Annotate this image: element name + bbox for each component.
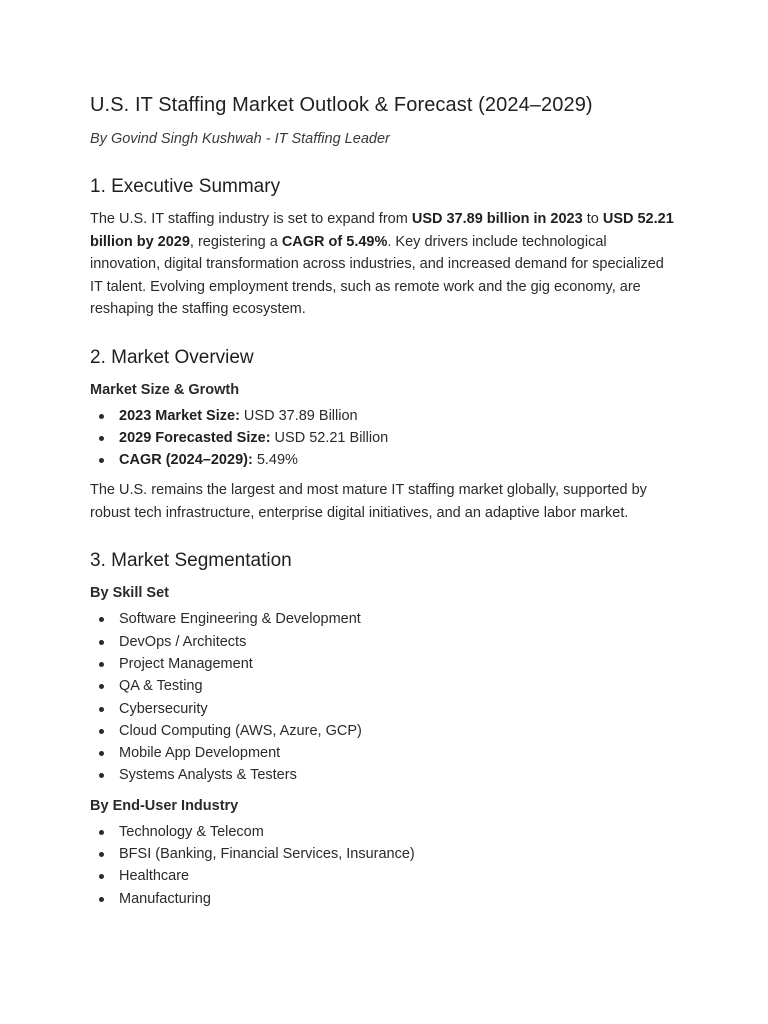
bullet-icon	[99, 662, 104, 667]
item-text: BFSI (Banking, Financial Services, Insurance)	[119, 846, 415, 863]
list-item	[90, 675, 678, 697]
item-text: Healthcare	[119, 868, 190, 885]
bullet-icon	[99, 458, 104, 463]
bullet-icon	[99, 617, 104, 622]
item-label: 2023 Market Size:	[119, 407, 240, 424]
summary-bold-2: USD 52.21 billion by 2029	[90, 211, 674, 250]
subheading-skill-set: By Skill Set	[90, 585, 169, 602]
skill-set-list	[90, 608, 678, 786]
document-title: U.S. IT Staffing Market Outlook & Forecast (2024–2029)	[90, 94, 593, 116]
item-text: Technology & Telecom	[119, 823, 264, 840]
summary-text-4: . Key drivers include technological innovation, digital transformation across industries, and increased demand for specialized IT talent. Evolving employment trends, such as remote work and the gig economy, are reshaping the staffing ecosystem.	[90, 233, 664, 317]
item-value: 5.49%	[252, 452, 298, 469]
item-text: Manufacturing	[119, 890, 211, 907]
bullet-icon	[99, 874, 104, 879]
list-item	[90, 742, 678, 764]
subheading-market-size-growth: Market Size & Growth	[90, 381, 240, 398]
bullet-icon	[99, 852, 104, 857]
bullet-icon	[99, 751, 104, 756]
bullet-icon	[99, 436, 104, 441]
item-text: QA & Testing	[119, 678, 203, 695]
list-item	[90, 843, 678, 865]
summary-bold-1: USD 37.89 billion in 2023	[411, 211, 583, 227]
list-item	[90, 821, 678, 843]
item-text: Mobile App Development	[119, 745, 281, 762]
item-text: DevOps / Architects	[119, 633, 247, 650]
summary-text-1: The U.S. IT staffing industry is set to expand from	[90, 211, 412, 227]
subheading-end-user-industry: By End-User Industry	[90, 797, 239, 814]
list-item	[90, 764, 678, 786]
summary-text-3: , registering a	[189, 233, 282, 250]
list-item	[90, 865, 678, 887]
list-item	[90, 720, 678, 742]
list-item	[90, 631, 678, 653]
market-overview-paragraph: The U.S. remains the largest and most mature IT staffing market globally, supported by robust tech infrastructure, enterprise digital initiatives, and an adaptive labor market.	[90, 482, 647, 521]
section-heading-market-overview: 2. Market Overview	[90, 346, 254, 368]
executive-summary-paragraph	[90, 208, 678, 321]
list-item	[90, 449, 678, 471]
item-text: Systems Analysts & Testers	[119, 767, 297, 784]
item-text: Cloud Computing (AWS, Azure, GCP)	[119, 722, 362, 739]
bullet-icon	[99, 729, 104, 734]
bullet-icon	[99, 684, 104, 689]
end-user-list	[90, 821, 678, 910]
section-heading-executive-summary: 1. Executive Summary	[90, 176, 281, 197]
list-item	[90, 608, 678, 630]
bullet-icon	[99, 414, 104, 419]
bullet-icon	[99, 640, 104, 645]
summary-text-2: to	[582, 211, 603, 227]
item-value: USD 52.21 Billion	[270, 429, 389, 446]
bullet-icon	[99, 897, 104, 902]
list-item	[90, 405, 678, 427]
bullet-icon	[99, 773, 104, 778]
bullet-icon	[99, 707, 104, 712]
item-text: Software Engineering & Development	[119, 611, 361, 628]
item-value: USD 37.89 Billion	[239, 407, 358, 424]
market-size-list	[90, 405, 678, 472]
list-item	[90, 427, 678, 449]
bullet-icon	[99, 830, 104, 835]
list-item	[90, 888, 678, 910]
section-heading-market-segmentation: 3. Market Segmentation	[90, 550, 292, 572]
item-label: 2029 Forecasted Size:	[119, 429, 271, 446]
list-item	[90, 653, 678, 675]
item-text: Cybersecurity	[119, 700, 208, 717]
list-item	[90, 698, 678, 720]
summary-bold-3: CAGR of 5.49%	[281, 233, 388, 250]
item-text: Project Management	[119, 655, 253, 672]
author-byline: By Govind Singh Kushwah - IT Staffing Leader	[90, 131, 390, 147]
item-label: CAGR (2024–2029):	[119, 452, 253, 469]
